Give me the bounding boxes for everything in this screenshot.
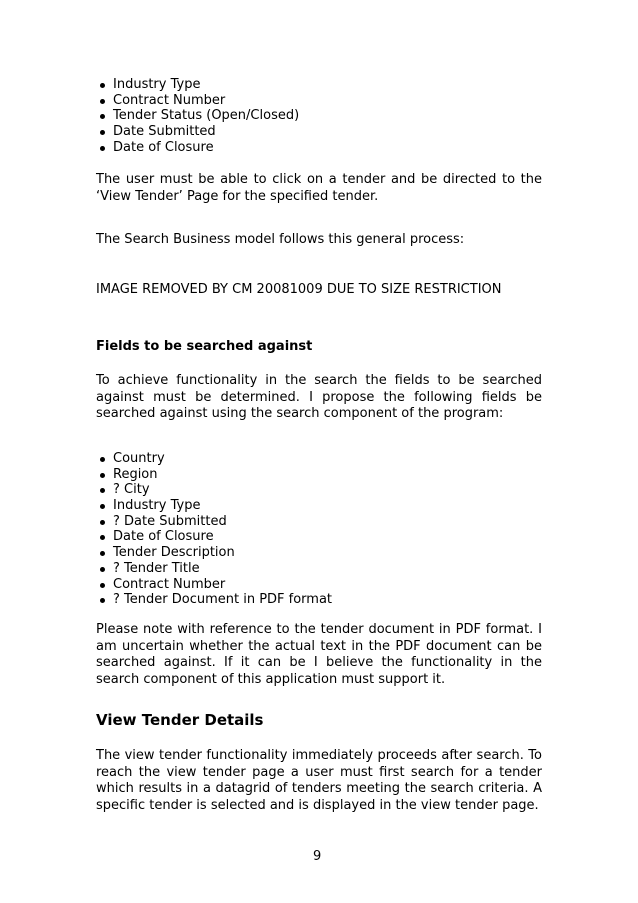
list-item-text: ? Date Submitted <box>113 513 227 529</box>
heading-fields-searched: Fields to be searched against <box>96 339 313 354</box>
list-item <box>113 93 299 109</box>
list-item-text: Date of Closure <box>113 139 214 155</box>
bullet-dot <box>100 488 105 493</box>
image-removed-notice: IMAGE REMOVED BY CM 20081009 DUE TO SIZE RESTRICTION <box>96 282 502 297</box>
list-item-text: Country <box>113 451 165 466</box>
paragraph-pdf-note: Please note with reference to the tender document in PDF format. I am uncertain whether the actual text in the PDF document can be searched against. If it can be I believe the functionality in the search component of this application must support it. <box>96 622 542 687</box>
paragraph-search-process: The Search Business model follows this general process: <box>96 232 465 247</box>
list-item-text: Contract Number <box>113 576 226 592</box>
list-item-text: Region <box>113 466 158 482</box>
list-item-text: Industry Type <box>113 77 201 92</box>
bullet-dot <box>100 598 105 603</box>
page-number: 9 <box>313 849 322 864</box>
list-item-text: Date of Closure <box>113 529 214 545</box>
bullet-dot <box>100 583 105 588</box>
list-item-text: Industry Type <box>113 498 201 514</box>
list-item-text: Tender Status (Open/Closed) <box>113 108 300 124</box>
list-item <box>113 498 332 514</box>
list-item-text: Contract Number <box>113 92 226 108</box>
list-item <box>113 592 332 608</box>
list-item <box>113 451 332 467</box>
paragraph-fields: To achieve functionality in the search the fields to be searched against must be determined. I propose the following fields be searched against using the search component of the program: <box>96 373 542 421</box>
bullet-dot <box>100 567 105 572</box>
bullet-dot <box>100 535 105 540</box>
list-item <box>113 514 332 530</box>
bullet-dot <box>100 83 105 88</box>
list-item-text: ? City <box>113 482 150 498</box>
list-item-text: ? Tender Document in PDF format <box>113 592 333 608</box>
heading-view-tender-details: View Tender Details <box>96 711 264 729</box>
list-item <box>113 577 332 593</box>
list-item-text: Date Submitted <box>113 124 216 140</box>
bullet-dot <box>100 551 105 556</box>
list-item <box>113 561 332 577</box>
bullet-dot <box>100 504 105 509</box>
list-item <box>113 140 299 156</box>
bullet-dot <box>100 114 105 119</box>
bullet-list-fields <box>113 451 332 608</box>
list-item <box>113 482 332 498</box>
bullet-dot <box>100 520 105 525</box>
list-item-text: ? Tender Title <box>113 560 200 576</box>
paragraph-view-tender: The view tender functionality immediately proceeds after search. To reach the view tender page a user must first search for a tender which results in a datagrid of tenders meeting the search criteria. A specific tender is selected and is displayed in the view tender page. <box>96 748 542 813</box>
list-item <box>113 77 299 93</box>
list-item <box>113 545 332 561</box>
bullet-dot <box>100 99 105 104</box>
list-item <box>113 124 299 140</box>
bullet-list-top <box>113 77 299 155</box>
bullet-dot <box>100 473 105 478</box>
paragraph-click-tender: The user must be able to click on a tender and be directed to the ‘View Tender’ Page for the specified tender. <box>96 172 542 204</box>
bullet-dot <box>100 146 105 151</box>
list-item <box>113 108 299 124</box>
list-item <box>113 529 332 545</box>
list-item <box>113 467 332 483</box>
bullet-dot <box>100 130 105 135</box>
bullet-dot <box>100 457 105 462</box>
list-item-text: Tender Description <box>113 545 235 561</box>
